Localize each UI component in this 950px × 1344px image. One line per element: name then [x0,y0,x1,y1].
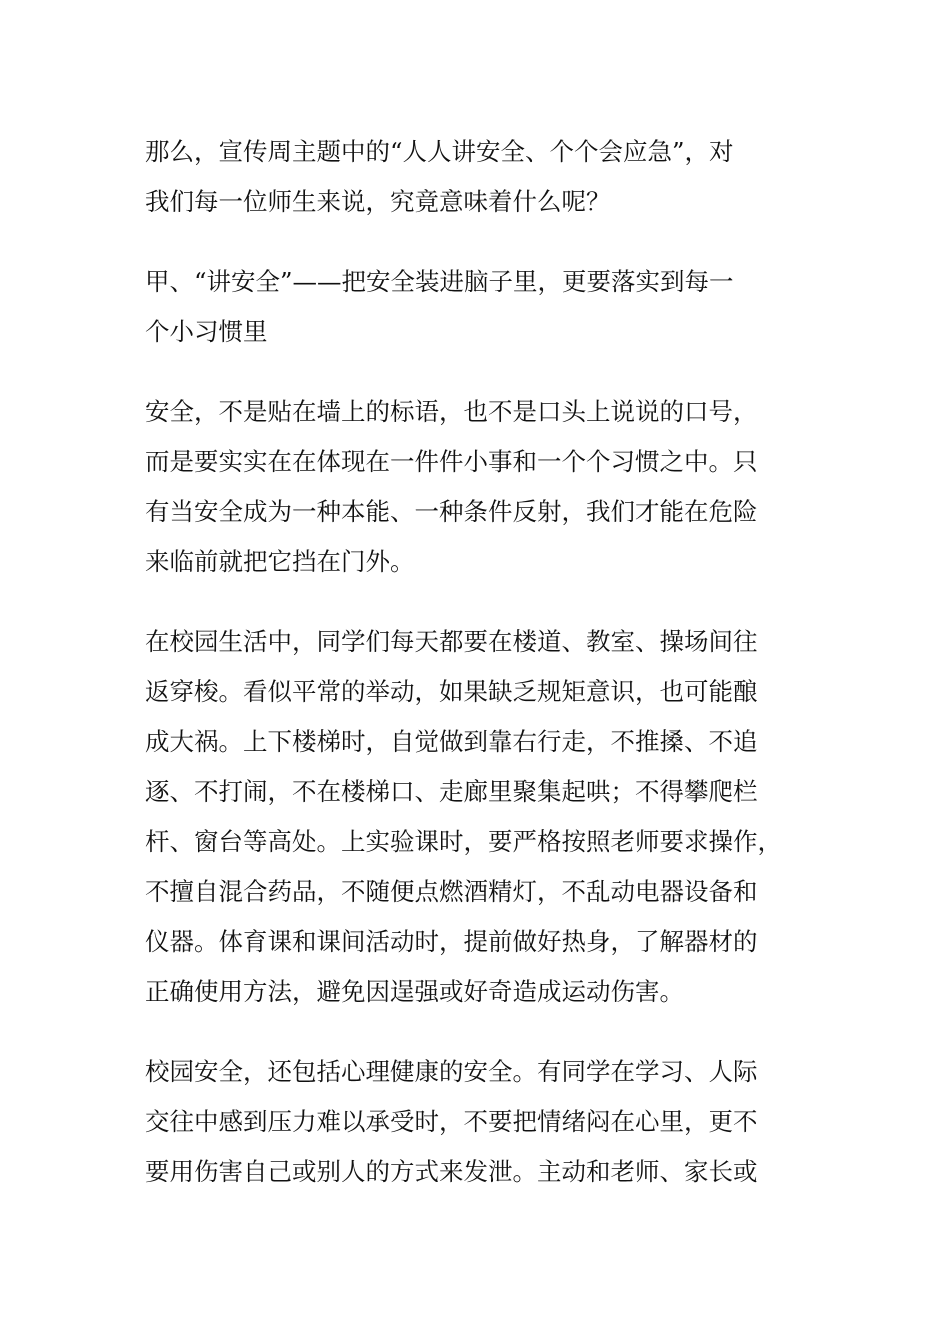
text-line: 正确使用方法，避免因逞强或好奇造成运动伤害。 [145,977,684,1006]
text-line: 而是要实实在在体现在一件件小事和一个个习惯之中。只 [145,447,758,476]
text-line: 来临前就把它挡在门外。 [145,547,415,576]
text-line: 个小习惯里 [145,317,268,346]
text-line: 交往中感到压力难以承受时，不要把情绪闷在心里，更不 [145,1107,758,1136]
text-line: 校园安全，还包括心理健康的安全。有同学在学习、人际 [145,1057,758,1086]
text-line: 返穿梭。看似平常的举动，如果缺乏规矩意识，也可能酿 [145,677,758,706]
text-line: 要用伤害自己或别人的方式来发泄。主动和老师、家长或 [145,1157,758,1186]
text-line: 有当安全成为一种本能、一种条件反射，我们才能在危险 [145,497,758,526]
document-body [145,127,805,1227]
text-line: 杆、窗台等高处。上实验课时，要严格按照老师要求操作， [145,827,782,856]
text-line: 仪器。体育课和课间活动时，提前做好热身，了解器材的 [145,927,758,956]
paragraph-campus-life [145,617,805,1017]
text-line: 我们每一位师生来说，究竟意味着什么呢？ [145,187,611,216]
section-heading [145,257,805,357]
text-line: 逐、不打闹，不在楼梯口、走廊里聚集起哄；不得攀爬栏 [145,777,758,806]
text-line: 安全，不是贴在墙上的标语，也不是口头上说说的口号， [145,397,758,426]
paragraph-mental-health [145,1047,805,1197]
text-line: 在校园生活中，同学们每天都要在楼道、教室、操场间往 [145,627,758,656]
paragraph-safety-habits [145,387,805,587]
text-line: 那么，宣传周主题中的“人人讲安全、个个会应急”，对 [145,137,734,166]
text-line: 不擅自混合药品，不随便点燃酒精灯，不乱动电器设备和 [145,877,758,906]
paragraph-question [145,127,805,227]
text-line: 成大祸。上下楼梯时，自觉做到靠右行走，不推搡、不追 [145,727,758,756]
text-line: 甲、“讲安全”——把安全装进脑子里，更要落实到每一 [145,267,734,296]
